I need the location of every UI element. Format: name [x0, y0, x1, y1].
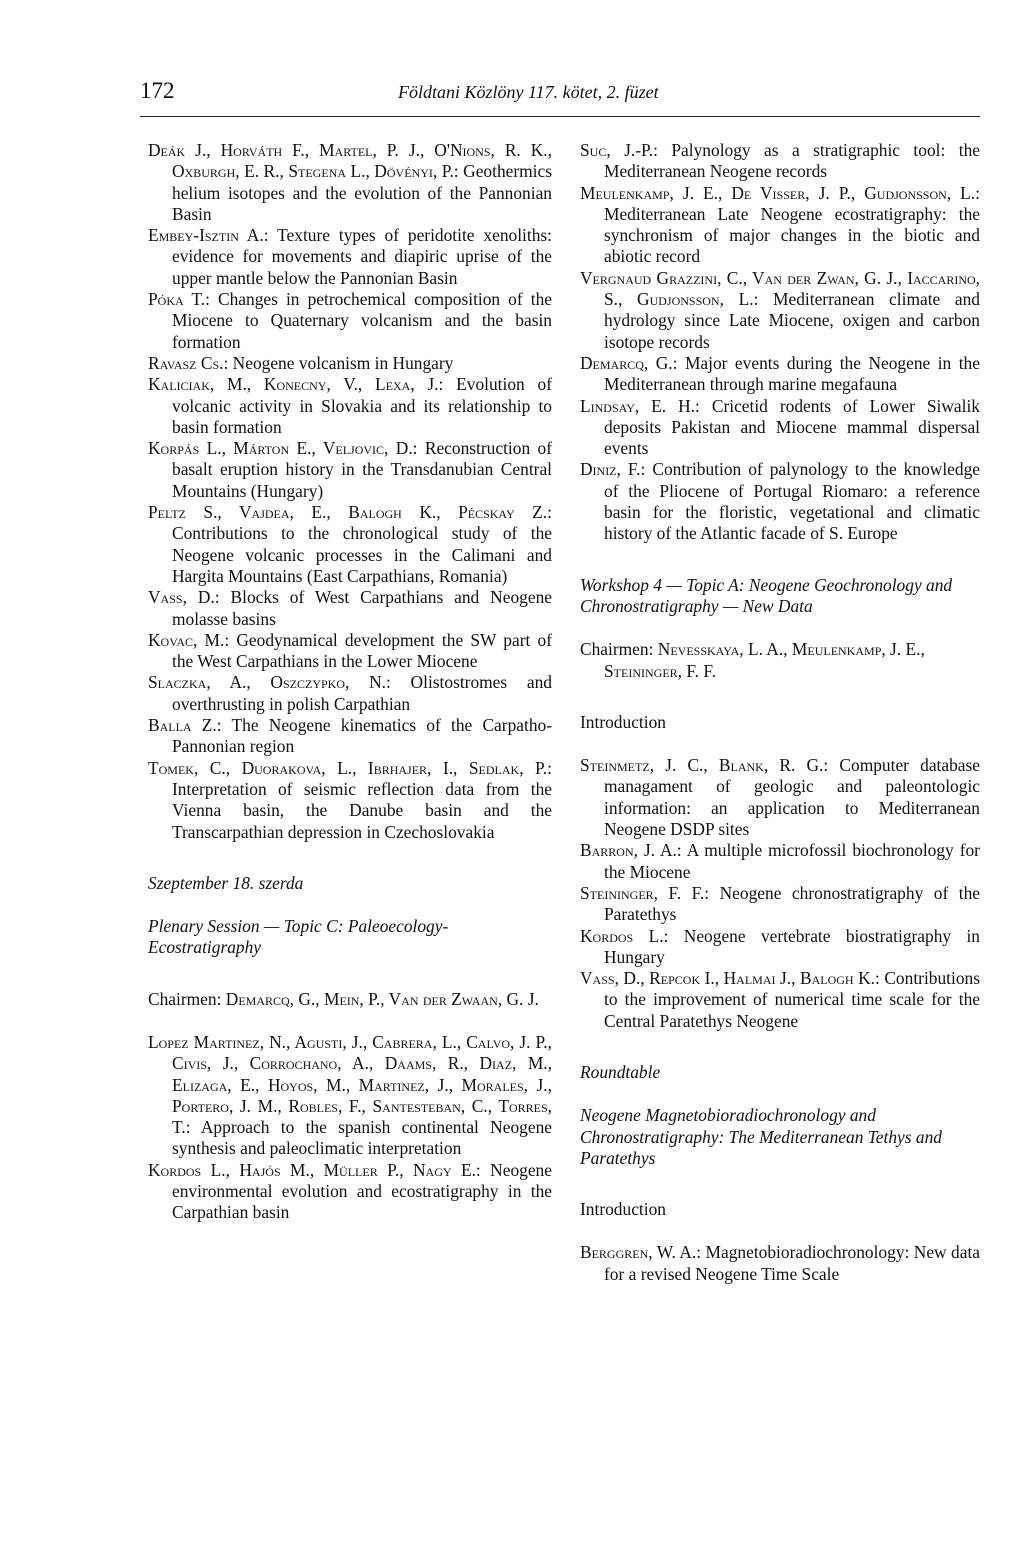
bibliography-entry: Kaliciak, M., Konecny, V., Lexa, J.: Evolution of volcanic activity in Slovakia and its relationship to basin formation — [148, 374, 552, 437]
entry-title: Major events during the Neogene in the Mediterranean through marine megafauna — [604, 352, 980, 395]
entry-title: Evolution of volcanic activity in Slovakia and its relationship to basin formation — [172, 374, 552, 437]
entry-authors: Demarcq, G. — [580, 352, 673, 373]
entry-authors: Vass, D., Repcok I., Halmai J., Balogh K. — [580, 968, 875, 989]
entry-title: Geodynamical development the SW part of the West Carpathians in the Lower Miocene — [172, 629, 552, 672]
bibliography-entry: Lopez Martinez, N., Agusti, J., Cabrera, L., Calvo, J. P., Civis, J., Corrochano, A., Daams, R., Diaz, M., Elizaga, E., Hoyos, M., Martinez, J., Morales, J., Portero, J. M., Robles, F., Santesteban, C., Torres, T.: Approach to the spanish continental Neogene synthesis and paleoclimatic interpretation — [148, 1031, 552, 1159]
entry-authors: Steininger, F. F. — [580, 882, 705, 903]
entry-title: Interpretation of seismic reflection data from the Vienna basin, the Danube basin and the Transcarpathian depression in Czechoslovakia — [172, 778, 552, 842]
right-entries-group-c — [580, 1242, 980, 1285]
entry-authors: Vergnaud Grazzini, C., Van der Zwan, G. J., Iaccarino, S., Gudjonsson, L. — [580, 267, 980, 310]
bibliography-entry: Slaczka, A., Oszczypko, N.: Olistostromes and overthrusting in polish Carpathian — [148, 672, 552, 714]
entry-title: Mediterranean climate and hydrology since Late Miocene, oxigen and carbon isotope records — [604, 289, 980, 352]
entry-authors: Suc, J.-P. — [580, 140, 654, 160]
entry-authors: Ravasz Cs. — [148, 352, 224, 373]
entry-title: Changes in petrochemical composition of the Miocene to Quaternary volcanism and the basin formation — [172, 289, 552, 352]
bibliography-entry: Suc, J.-P.: Palynology as a stratigraphic tool: the Mediterranean Neogene records — [580, 140, 980, 182]
journal-title: Földtani Közlöny 117. kötet, 2. füzet — [398, 82, 659, 102]
bibliography-entry: Korpás L., Márton E., Veljovic, D.: Reconstruction of basalt eruption history in the Transdanubian Central Mountains (Hungary) — [148, 438, 552, 501]
entry-title: Olistostromes and overthrusting in polish Carpathian — [172, 672, 552, 714]
left-entries-group-a — [148, 140, 552, 843]
bibliography-entry: Barron, J. A.: A multiple microfossil biochronology for the Miocene — [580, 840, 980, 882]
bibliography-entry: Balla Z.: The Neogene kinematics of the Carpatho-Pannonian region — [148, 715, 552, 757]
workshop-heading: Workshop 4 — Topic A: Neogene Geochronology and Chronostratigraphy — New Data — [580, 574, 953, 616]
entry-authors: Embey-Isztin A. — [148, 225, 264, 246]
entry-authors: Póka T. — [148, 289, 206, 310]
entry-authors: Diniz, F. — [580, 459, 641, 480]
entry-authors: Kovac, M. — [148, 629, 225, 650]
entry-title: Neogene vertebrate biostratigraphy in Hungary — [604, 925, 980, 967]
bibliography-entry: Meulenkamp, J. E., De Visser, J. P., Gudjonsson, L.: Mediterranean Late Neogene ecostratigraphy: the synchronism of major changes in the biotic and abiotic record — [580, 182, 980, 267]
bibliography-entry: Demarcq, G.: Major events during the Neogene in the Mediterranean through marine megafauna — [580, 352, 980, 395]
bibliography-entry: Diniz, F.: Contribution of palynology to the knowledge of the Pliocene of Portugal Riomaro: a reference basin for the floristic, vegetational and climatic history of the Atlantic facade of S. Europe — [580, 459, 980, 544]
entry-authors: Meulenkamp, J. E., De Visser, J. P., Gudjonsson, L. — [580, 182, 976, 203]
entry-authors: Kordos L. — [580, 925, 664, 946]
entry-authors: Barron, J. A. — [580, 840, 677, 861]
entry-authors: Berggren, W. A. — [580, 1242, 697, 1263]
chairmen-label: Chairmen: — [580, 639, 654, 660]
bibliography-entry: Kordos L.: Neogene vertebrate biostratigraphy in Hungary — [580, 925, 980, 967]
roundtable-title: Neogene Magnetobioradiochronology and Chronostratigraphy: The Mediterranean Tethys and Paratethys — [580, 1105, 942, 1168]
entry-authors: Kaliciak, M., Konecny, V., Lexa, J. — [148, 374, 439, 395]
bibliography-entry: Lindsay, E. H.: Cricetid rodents of Lower Siwalik deposits Pakistan and Miocene mammal dispersal events — [580, 395, 980, 459]
entry-title: Contributions to the chronological study of the Neogene volcanic processes in the Calimani and Hargita Mountains (East Carpathians, Romania) — [172, 523, 552, 586]
section-introduction: Introduction — [580, 1199, 666, 1220]
header-rule — [140, 116, 980, 117]
chairmen-names: Demarcq, G., Mein, P., Van der Zwaan, G. J. — [225, 988, 539, 1009]
bibliography-entry: Kovac, M.: Geodynamical development the SW part of the West Carpathians in the Lower Miocene — [148, 629, 552, 672]
entry-authors: Tomek, C., Duorakova, L., Ibrhajer, I., Sedlak, P. — [148, 757, 548, 778]
entry-title: Contribution of palynology to the knowledge of the Pliocene of Portugal Riomaro: a reference basin for the floristic, vegetational and climatic history of the Atlantic facade of S. Europe — [604, 459, 980, 544]
entry-title: Contributions to the improvement of numerical time scale for the Central Paratethys Neogene — [604, 968, 980, 1031]
right-entries-group-a — [580, 140, 980, 545]
entry-authors: Korpás L., Márton E., Veljovic, D. — [148, 438, 413, 459]
entry-authors: Peltz S., Vajdea, E., Balogh K., Pécskay Z. — [148, 502, 548, 523]
chairmen-names: Nevesskaya, L. A., Meulenkamp, J. E., Steininger, F. F. — [604, 639, 925, 681]
entry-title: Magnetobioradiochronology: New data for a revised Neogene Time Scale — [604, 1242, 980, 1284]
left-column — [148, 140, 552, 1224]
chairmen-label: Chairmen: — [148, 988, 222, 1009]
entry-authors: Lindsay, E. H. — [580, 395, 696, 416]
bibliography-entry: Póka T.: Changes in petrochemical composition of the Miocene to Quaternary volcanism and the basin formation — [148, 289, 552, 352]
entry-title: Palynology as a stratigraphic tool: the Mediterranean Neogene records — [604, 140, 980, 182]
page-number: 172 — [140, 78, 175, 103]
session-heading: Plenary Session — Topic C: Paleoecology-Ecostratigraphy — [148, 916, 449, 958]
entry-authors: Lopez Martinez, N., Agusti, J., Cabrera, L., Calvo, J. P., Civis, J., Corrochano, A., Daams, R., Diaz, M., Elizaga, E., Hoyos, M., Martinez, J., Morales, J., Portero, J. M., Robles, F., Santesteban, C., Torres, T. — [148, 1031, 552, 1138]
entry-title: Texture types of peridotite xenoliths: evidence for movements and diapiric uprise of the upper mantle below the Pannonian Basin — [172, 225, 552, 288]
section-introduction: Introduction — [580, 711, 666, 732]
entry-title: Neogene volcanism in Hungary — [232, 352, 454, 373]
entry-authors: Steinmetz, J. C., Blank, R. G. — [580, 755, 824, 776]
entry-title: Blocks of West Carpathians and Neogene molasse basins — [172, 587, 552, 629]
right-column — [580, 140, 980, 1285]
entry-title: The Neogene kinematics of the Carpatho-Pannonian region — [172, 715, 552, 757]
entry-title: Computer database managament of geologic and paleontologic information: an application to Mediterranean Neogene DSDP sites — [604, 755, 980, 840]
entry-title: Neogene chronostratigraphy of the Paratethys — [604, 882, 981, 925]
entry-title: Cricetid rodents of Lower Siwalik deposits Pakistan and Miocene mammal dispersal events — [604, 395, 980, 459]
bibliography-entry: Steinmetz, J. C., Blank, R. G.: Computer database managament of geologic and paleontologic information: an application to Mediterranean Neogene DSDP sites — [580, 755, 980, 840]
entry-authors: Balla Z. — [148, 715, 217, 736]
bibliography-entry: Vergnaud Grazzini, C., Van der Zwan, G. J., Iaccarino, S., Gudjonsson, L.: Mediterranean climate and hydrology since Late Miocene, oxigen and carbon isotope records — [580, 267, 980, 352]
entry-title: A multiple microfossil biochronology for the Miocene — [604, 840, 980, 882]
entry-title: Neogene environmental evolution and ecostratigraphy in the Carpathian basin — [172, 1159, 552, 1223]
chairmen-right — [580, 639, 980, 682]
bibliography-entry: Peltz S., Vajdea, E., Balogh K., Pécskay Z.: Contributions to the chronological study of the Neogene volcanic processes in the Calimani and Hargita Mountains (East Carpathians, Romania) — [148, 502, 552, 586]
running-header — [140, 78, 980, 112]
bibliography-entry: Ravasz Cs.: Neogene volcanism in Hungary — [148, 352, 454, 373]
bibliography-entry: Kordos L., Hajós M., Müller P., Nagy E.: Neogene environmental evolution and ecostratigraphy in the Carpathian basin — [148, 1159, 552, 1223]
bibliography-entry: Vass, D.: Blocks of West Carpathians and Neogene molasse basins — [148, 587, 552, 629]
entry-authors: Kordos L., Hajós M., Müller P., Nagy E. — [148, 1159, 476, 1180]
entry-authors: Slaczka, A., Oszczypko, N. — [148, 672, 386, 693]
bibliography-entry: Vass, D., Repcok I., Halmai J., Balogh K.: Contributions to the improvement of numerical time scale for the Central Paratethys Neogene — [580, 968, 980, 1031]
bibliography-entry: Berggren, W. A.: Magnetobioradiochronology: New data for a revised Neogene Time Scale — [580, 1242, 980, 1284]
entry-authors: Deák J., Horváth F., Martel, P. J., O'Nions, R. K., Oxburgh, E. R., Stegena L., Dövényi, P. — [148, 140, 552, 182]
entry-title: Geothermics helium isotopes and the evolution of the Pannonian Basin — [172, 161, 552, 224]
entry-title: Approach to the spanish continental Neogene synthesis and paleoclimatic interpretation — [172, 1117, 552, 1159]
entry-title: Reconstruction of basalt eruption history in the Transdanubian Central Mountains (Hungary) — [172, 438, 552, 501]
chairmen-left — [148, 989, 552, 1010]
left-entries-group-b — [148, 1032, 552, 1224]
roundtable-heading: Roundtable — [580, 1061, 661, 1082]
entry-title: Mediterranean Late Neogene ecostratigraphy: the synchronism of major changes in the biotic and abiotic record — [604, 203, 980, 267]
bibliography-entry: Deák J., Horváth F., Martel, P. J., O'Nions, R. K., Oxburgh, E. R., Stegena L., Dövényi, P.: Geothermics helium isotopes and the evolution of the Pannonian Basin — [148, 140, 552, 224]
date-heading: Szeptember 18. szerda — [148, 872, 304, 893]
right-entries-group-b — [580, 755, 980, 1032]
entry-authors: Vass, D. — [148, 587, 215, 608]
bibliography-entry: Tomek, C., Duorakova, L., Ibrhajer, I., Sedlak, P.: Interpretation of seismic reflection data from the Vienna basin, the Danube basin and the Transcarpathian depression in Czechoslovakia — [148, 757, 552, 842]
bibliography-entry: Embey-Isztin A.: Texture types of peridotite xenoliths: evidence for movements and diapiric uprise of the upper mantle below the Pannonian Basin — [148, 225, 552, 288]
bibliography-entry: Steininger, F. F.: Neogene chronostratigraphy of the Paratethys — [580, 882, 981, 925]
